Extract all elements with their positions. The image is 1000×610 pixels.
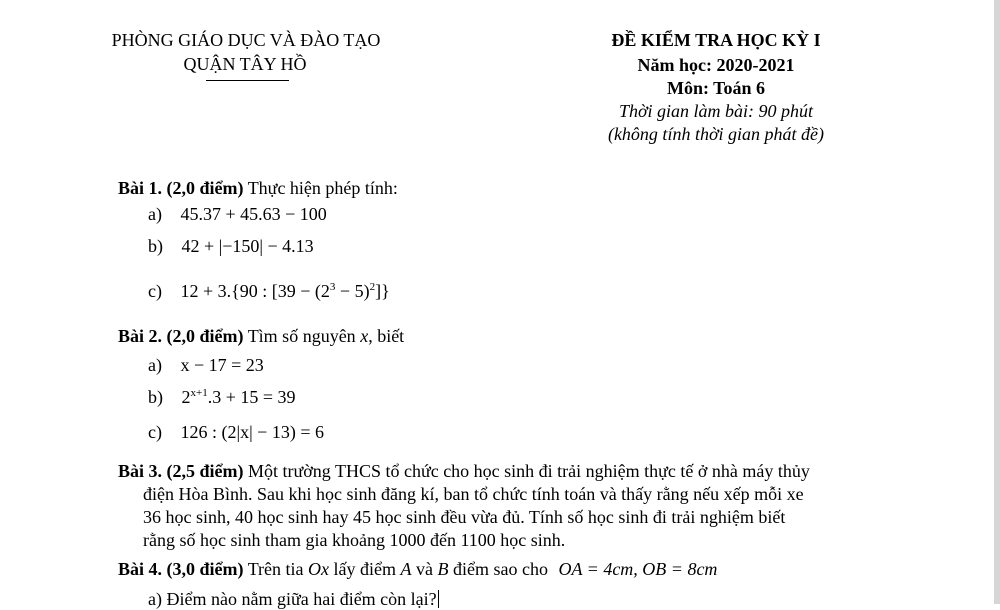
ray-name: Ox xyxy=(308,559,330,579)
problem-4-text: lấy điểm xyxy=(333,559,397,579)
expr-part: − 5) xyxy=(335,281,370,301)
problem-4a-text: a) Điểm nào nằm giữa hai điểm còn lại? xyxy=(148,589,437,609)
expr-part: .3 + 15 = 39 xyxy=(207,387,296,407)
problem-2-heading: Bài 2. (2,0 điểm) xyxy=(118,326,244,346)
page-edge-shadow xyxy=(994,0,1000,604)
problem-3-line3: 36 học sinh, 40 học sinh hay 45 học sinh đều vừa đủ. Tính số học sinh đi trải nghiệm biết xyxy=(143,507,786,527)
exponent: 2 xyxy=(369,281,376,293)
item-label: a) xyxy=(148,204,162,224)
base: 2 xyxy=(181,387,191,407)
point-a: A xyxy=(400,559,412,579)
problem-1a xyxy=(148,204,327,225)
problem-1-title xyxy=(118,178,398,199)
expr-part: 12 + 3.{90 : [39 − (2 xyxy=(180,281,330,301)
item-label: b) xyxy=(148,236,163,256)
problem-3-line4: rằng số học sinh tham gia khoảng 1000 đến 1100 học sinh. xyxy=(143,530,566,550)
expression: 126 : (2|x| − 13) = 6 xyxy=(180,422,324,442)
exam-title: ĐỀ KIỂM TRA HỌC KỲ I xyxy=(611,30,821,50)
department-name: PHÒNG GIÁO DỤC VÀ ĐÀO TẠO xyxy=(111,30,381,50)
problem-2-prompt: Tìm số nguyên xyxy=(247,326,356,346)
item-label: c) xyxy=(148,422,162,442)
problem-3-line2: điện Hòa Bình. Sau khi học sinh đăng kí, ban tổ chức tính toán và thấy rằng nếu xếp mỗi xe xyxy=(143,484,804,504)
item-label: b) xyxy=(148,387,163,407)
expression xyxy=(180,281,389,301)
item-label: a) xyxy=(148,355,162,375)
exponent: 3 xyxy=(329,281,336,293)
problem-4-line1 xyxy=(118,559,717,580)
time-note: (không tính thời gian phát đề) xyxy=(607,124,825,144)
condition: OA = 4cm, OB = 8cm xyxy=(558,559,718,579)
problem-1-heading: Bài 1. (2,0 điểm) xyxy=(118,178,244,198)
time-limit: Thời gian làm bài: 90 phút xyxy=(618,101,814,121)
problem-2-prompt-end: , biết xyxy=(368,326,405,346)
problem-2c xyxy=(148,422,324,443)
problem-1-prompt: Thực hiện phép tính: xyxy=(247,178,398,198)
problem-4-text: Trên tia xyxy=(247,559,304,579)
expression: 42 + |−150| − 4.13 xyxy=(181,236,314,256)
subject: Môn: Toán 6 xyxy=(666,78,766,98)
problem-3-line1 xyxy=(118,461,810,482)
problem-2a xyxy=(148,355,264,376)
text-cursor xyxy=(438,590,439,608)
problem-2b xyxy=(148,387,296,408)
variable: x xyxy=(360,326,369,346)
problem-3-text: Một trường THCS tổ chức cho học sinh đi trải nghiệm thực tế ở nhà máy thủy xyxy=(248,461,810,481)
expression xyxy=(182,387,296,407)
item-label: c) xyxy=(148,281,162,301)
problem-4-text: điểm sao cho xyxy=(453,559,548,579)
exponent: x+1 xyxy=(190,387,208,399)
problem-4-heading: Bài 4. (3,0 điểm) xyxy=(118,559,244,579)
school-year: Năm học: 2020-2021 xyxy=(637,55,795,75)
expression: x − 17 = 23 xyxy=(180,355,264,375)
point-b: B xyxy=(437,559,449,579)
expr-part: ]} xyxy=(375,281,390,301)
problem-4-text: và xyxy=(416,559,434,579)
problem-1b xyxy=(148,236,314,257)
problem-3-heading: Bài 3. (2,5 điểm) xyxy=(118,461,244,481)
problem-2-title xyxy=(118,326,404,347)
expression: 45.37 + 45.63 − 100 xyxy=(180,204,327,224)
header-divider xyxy=(206,80,289,81)
problem-4a xyxy=(148,589,439,610)
district-name: QUẬN TÂY HỒ xyxy=(183,54,307,74)
problem-1c xyxy=(148,281,390,302)
